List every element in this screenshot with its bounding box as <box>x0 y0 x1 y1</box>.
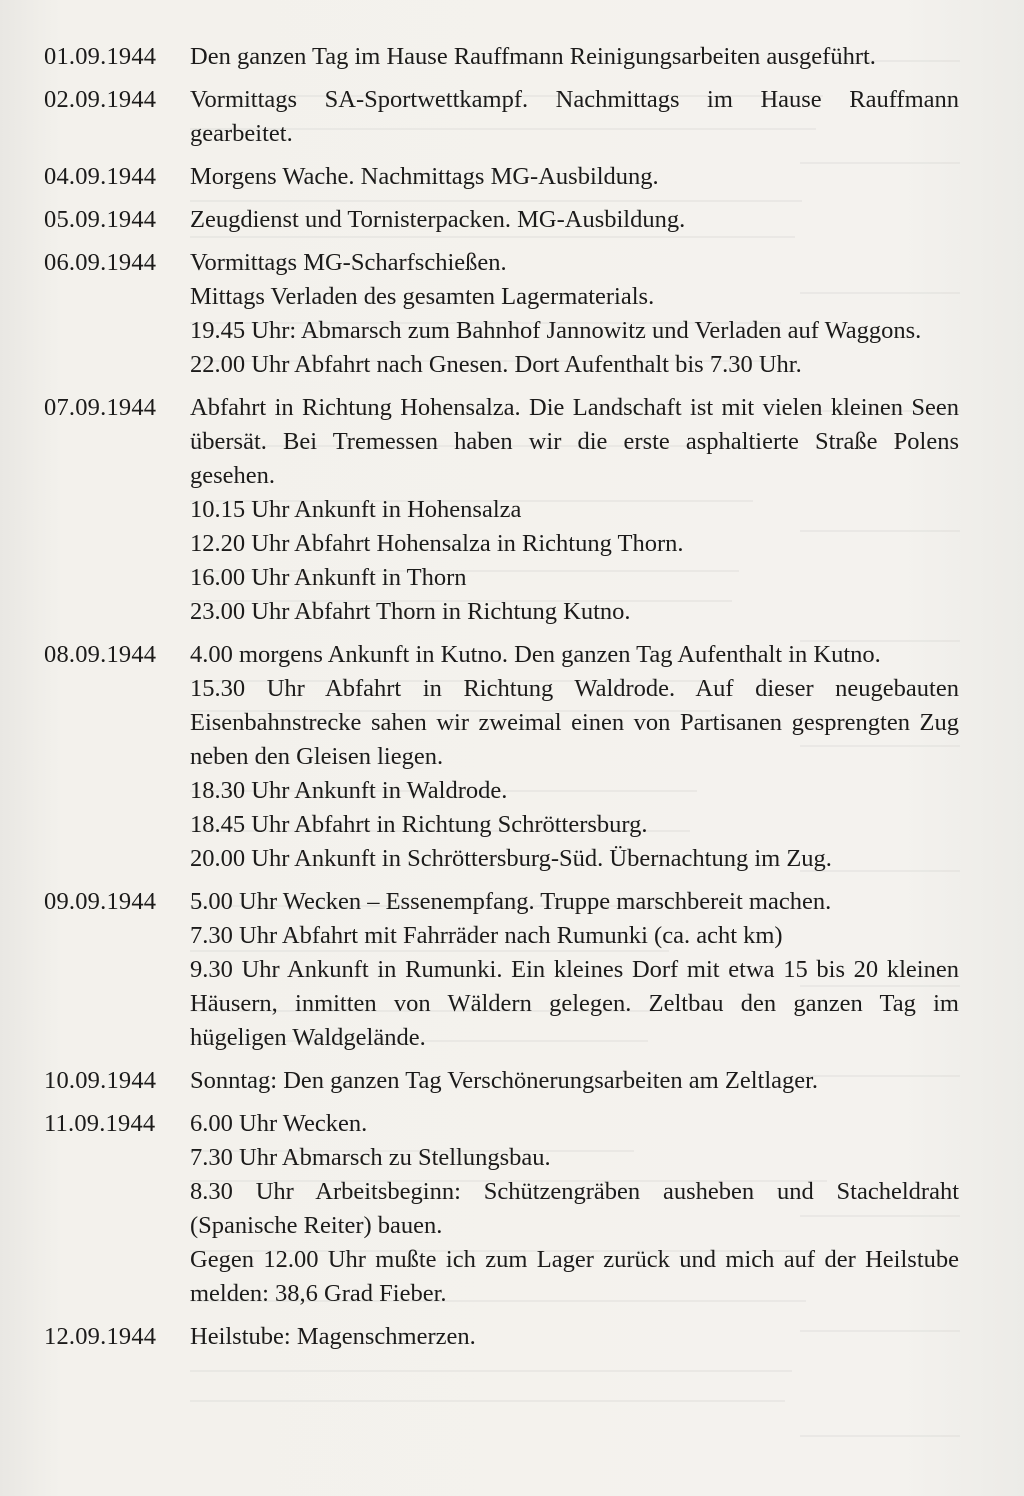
bleed-line <box>800 1435 960 1437</box>
diary-entry <box>44 885 959 1055</box>
entry-paragraph: 8.30 Uhr Arbeitsbeginn: Schützengräben ausheben und Stacheldraht (Spanische Reiter) bauen. <box>190 1178 959 1239</box>
diary-entry <box>44 1320 959 1354</box>
bleed-line <box>190 1370 792 1372</box>
diary-entry <box>44 638 959 876</box>
entry-paragraph: Zeugdienst und Tornisterpacken. MG-Ausbildung. <box>190 206 686 233</box>
entry-paragraph: 23.00 Uhr Abfahrt Thorn in Richtung Kutno. <box>190 598 631 625</box>
entry-paragraph: 18.30 Uhr Ankunft in Waldrode. <box>190 777 508 804</box>
entry-paragraph: 22.00 Uhr Abfahrt nach Gnesen. Dort Aufenthalt bis 7.30 Uhr. <box>190 351 802 378</box>
entry-date: 07.09.1944 <box>44 394 157 421</box>
entry-text <box>190 391 959 629</box>
entry-text <box>190 203 959 237</box>
entry-text <box>190 40 959 74</box>
entry-date: 10.09.1944 <box>44 1067 157 1094</box>
entry-paragraph: 20.00 Uhr Ankunft in Schröttersburg-Süd. Übernachtung im Zug. <box>190 845 832 872</box>
entry-date: 11.09.1944 <box>44 1110 156 1137</box>
entry-paragraph: 9.30 Uhr Ankunft in Rumunki. Ein kleines Dorf mit etwa 15 bis 20 kleinen Häusern, inmitten von Wäldern gelegen. Zeltbau den ganzen Tag im hügeligen Waldgelände. <box>190 956 959 1051</box>
entry-text <box>190 83 959 151</box>
entry-paragraph: 7.30 Uhr Abfahrt mit Fahrräder nach Rumunki (ca. acht km) <box>190 922 783 949</box>
diary-entry <box>44 83 959 151</box>
entry-date: 02.09.1944 <box>44 86 157 113</box>
entry-paragraph: 7.30 Uhr Abmarsch zu Stellungsbau. <box>190 1144 551 1171</box>
entry-date: 04.09.1944 <box>44 163 157 190</box>
entry-paragraph: 16.00 Uhr Ankunft in Thorn <box>190 564 467 591</box>
diary-entry <box>44 246 959 382</box>
entry-paragraph: Den ganzen Tag im Hause Rauffmann Reinigungsarbeiten ausgeführt. <box>190 43 876 70</box>
entry-date: 05.09.1944 <box>44 206 157 233</box>
diary-entry <box>44 40 959 74</box>
entry-paragraph: 4.00 morgens Ankunft in Kutno. Den ganzen Tag Aufenthalt in Kutno. <box>190 641 881 668</box>
entry-paragraph: 18.45 Uhr Abfahrt in Richtung Schröttersburg. <box>190 811 648 838</box>
entry-paragraph: Sonntag: Den ganzen Tag Verschönerungsarbeiten am Zeltlager. <box>190 1067 819 1094</box>
entry-date: 08.09.1944 <box>44 641 157 668</box>
entry-date: 09.09.1944 <box>44 888 157 915</box>
entry-paragraph: 19.45 Uhr: Abmarsch zum Bahnhof Jannowitz und Verladen auf Waggons. <box>190 317 922 344</box>
entry-paragraph: 6.00 Uhr Wecken. <box>190 1110 368 1137</box>
entry-text <box>190 1064 959 1098</box>
entry-paragraph: Morgens Wache. Nachmittags MG-Ausbildung. <box>190 163 659 190</box>
entry-text <box>190 1320 959 1354</box>
entry-date: 12.09.1944 <box>44 1323 157 1350</box>
diary-entry <box>44 160 959 194</box>
diary-entry <box>44 1107 959 1311</box>
entry-date: 06.09.1944 <box>44 249 157 276</box>
entry-paragraph: Mittags Verladen des gesamten Lagermaterials. <box>190 283 655 310</box>
entry-text <box>190 638 959 876</box>
diary-entry <box>44 391 959 629</box>
entry-text <box>190 885 959 1055</box>
entry-paragraph: Vormittags SA-Sportwettkampf. Nachmittags im Hause Rauffmann gearbeitet. <box>190 86 959 147</box>
diary-entry <box>44 203 959 237</box>
entry-paragraph: Gegen 12.00 Uhr mußte ich zum Lager zurück und mich auf der Heilstube melden: 38,6 Grad Fieber. <box>190 1246 959 1307</box>
entry-paragraph: 12.20 Uhr Abfahrt Hohensalza in Richtung Thorn. <box>190 530 684 557</box>
entry-date: 01.09.1944 <box>44 43 157 70</box>
entry-paragraph: 15.30 Uhr Abfahrt in Richtung Waldrode. Auf dieser neugebauten Eisenbahnstrecke sahen wir zweimal einen von Partisanen gesprengten Zug neben den Gleisen liegen. <box>190 675 959 770</box>
entry-text <box>190 160 959 194</box>
entry-paragraph: 10.15 Uhr Ankunft in Hohensalza <box>190 496 522 523</box>
entry-text <box>190 1107 959 1311</box>
entry-paragraph: Heilstube: Magenschmerzen. <box>190 1323 476 1350</box>
entry-paragraph: Vormittags MG-Scharfschießen. <box>190 249 507 276</box>
diary-entry <box>44 1064 959 1098</box>
bleed-line <box>190 1400 785 1402</box>
entry-paragraph: Abfahrt in Richtung Hohensalza. Die Landschaft ist mit vielen kleinen Seen übersät. Bei Tremessen haben wir die erste asphaltierte Straße Polens gesehen. <box>190 394 959 489</box>
entry-paragraph: 5.00 Uhr Wecken – Essenempfang. Truppe marschbereit machen. <box>190 888 832 915</box>
diary-entries <box>44 40 959 1363</box>
entry-text <box>190 246 959 382</box>
